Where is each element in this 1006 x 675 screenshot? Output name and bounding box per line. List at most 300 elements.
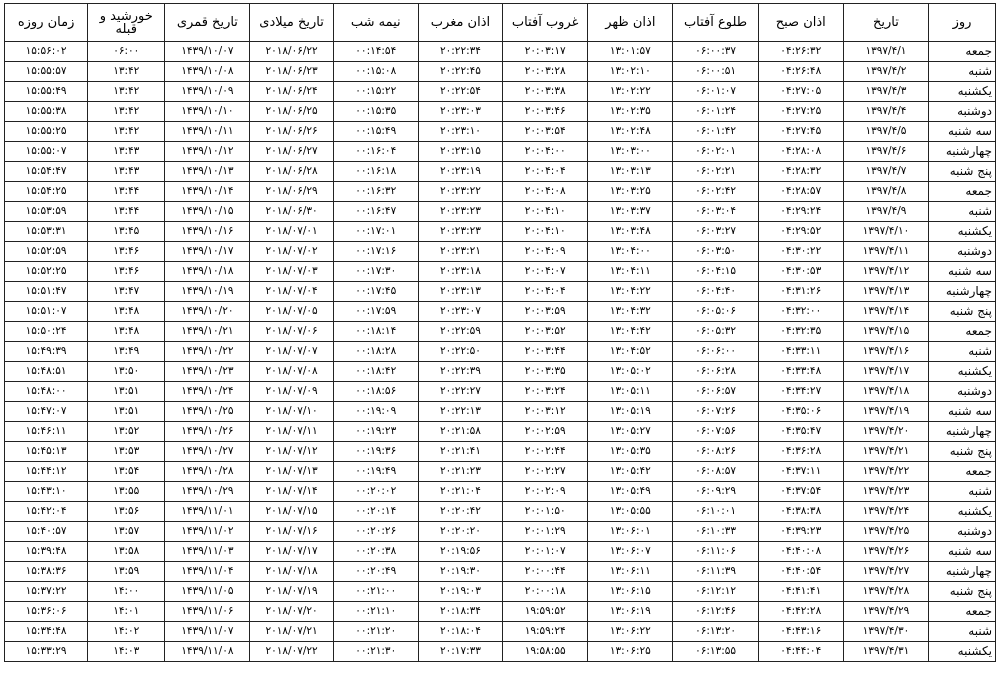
- cell-qibla: ۱۳:۵۳: [88, 442, 165, 462]
- cell-midnight: ۰۰:۲۰:۰۲: [333, 482, 418, 502]
- table-row: [5, 642, 996, 662]
- cell-fast: ۱۵:۵۲:۵۹: [5, 242, 88, 262]
- cell-dhuhr: ۱۳:۰۴:۳۲: [588, 302, 673, 322]
- cell-date: ۱۳۹۷/۴/۳۱: [843, 642, 928, 662]
- cell-day: شنبه: [929, 62, 996, 82]
- cell-fast: ۱۵:۴۵:۱۳: [5, 442, 88, 462]
- cell-hijri: ۱۴۳۹/۱۰/۲۲: [165, 342, 250, 362]
- cell-date: ۱۳۹۷/۴/۹: [843, 202, 928, 222]
- cell-maghrib: ۲۰:۲۲:۵۹: [418, 322, 502, 342]
- cell-dhuhr: ۱۳:۰۶:۲۵: [588, 642, 673, 662]
- table-row: [5, 402, 996, 422]
- cell-fajr: ۰۴:۳۵:۴۷: [758, 422, 843, 442]
- cell-qibla: ۱۳:۴۴: [88, 182, 165, 202]
- header-row: [5, 4, 996, 42]
- cell-maghrib: ۲۰:۲۰:۲۰: [418, 522, 502, 542]
- cell-fajr: ۰۴:۳۸:۳۸: [758, 502, 843, 522]
- cell-fajr: ۰۴:۳۰:۲۲: [758, 242, 843, 262]
- cell-maghrib: ۲۰:۲۲:۳۴: [418, 42, 502, 62]
- cell-hijri: ۱۴۳۹/۱۰/۰۷: [165, 42, 250, 62]
- cell-maghrib: ۲۰:۱۸:۰۴: [418, 622, 502, 642]
- cell-day: دوشنبه: [929, 522, 996, 542]
- cell-gregorian: ۲۰۱۸/۰۷/۰۲: [250, 242, 333, 262]
- cell-gregorian: ۲۰۱۸/۰۷/۱۴: [250, 482, 333, 502]
- cell-gregorian: ۲۰۱۸/۰۷/۲۰: [250, 602, 333, 622]
- cell-gregorian: ۲۰۱۸/۰۶/۲۴: [250, 82, 333, 102]
- cell-date: ۱۳۹۷/۴/۱۲: [843, 262, 928, 282]
- cell-qibla: ۱۳:۴۲: [88, 62, 165, 82]
- cell-fajr: ۰۴:۴۰:۵۴: [758, 562, 843, 582]
- cell-fast: ۱۵:۴۸:۵۱: [5, 362, 88, 382]
- cell-qibla: ۱۳:۵۵: [88, 482, 165, 502]
- cell-fajr: ۰۴:۲۹:۵۲: [758, 222, 843, 242]
- cell-date: ۱۳۹۷/۴/۱۵: [843, 322, 928, 342]
- cell-fajr: ۰۴:۴۱:۴۱: [758, 582, 843, 602]
- table-row: [5, 522, 996, 542]
- cell-maghrib: ۲۰:۲۱:۲۳: [418, 462, 502, 482]
- cell-hijri: ۱۴۳۹/۱۰/۱۵: [165, 202, 250, 222]
- table-row: [5, 62, 996, 82]
- cell-maghrib: ۲۰:۲۱:۵۸: [418, 422, 502, 442]
- cell-fast: ۱۵:۳۴:۴۸: [5, 622, 88, 642]
- cell-midnight: ۰۰:۲۱:۱۰: [333, 602, 418, 622]
- cell-qibla: ۱۳:۵۶: [88, 502, 165, 522]
- cell-dhuhr: ۱۳:۰۶:۱۱: [588, 562, 673, 582]
- cell-sunrise: ۰۶:۰۶:۰۰: [673, 342, 758, 362]
- cell-fast: ۱۵:۵۲:۲۵: [5, 262, 88, 282]
- cell-fast: ۱۵:۴۴:۱۲: [5, 462, 88, 482]
- cell-hijri: ۱۴۳۹/۱۱/۰۱: [165, 502, 250, 522]
- cell-maghrib: ۲۰:۲۲:۳۹: [418, 362, 502, 382]
- cell-midnight: ۰۰:۱۸:۲۸: [333, 342, 418, 362]
- cell-dhuhr: ۱۳:۰۶:۰۱: [588, 522, 673, 542]
- cell-day: شنبه: [929, 622, 996, 642]
- table-row: [5, 362, 996, 382]
- cell-sunrise: ۰۶:۱۲:۴۶: [673, 602, 758, 622]
- cell-sunrise: ۰۶:۰۱:۴۲: [673, 122, 758, 142]
- cell-gregorian: ۲۰۱۸/۰۷/۱۲: [250, 442, 333, 462]
- cell-sunset: ۲۰:۰۴:۱۰: [503, 202, 588, 222]
- table-row: [5, 442, 996, 462]
- cell-fast: ۱۵:۵۶:۰۲: [5, 42, 88, 62]
- table-row: [5, 422, 996, 442]
- cell-day: یکشنبه: [929, 222, 996, 242]
- cell-fast: ۱۵:۵۴:۴۷: [5, 162, 88, 182]
- cell-sunrise: ۰۶:۱۱:۰۶: [673, 542, 758, 562]
- cell-midnight: ۰۰:۲۰:۲۶: [333, 522, 418, 542]
- cell-midnight: ۰۰:۱۷:۴۵: [333, 282, 418, 302]
- cell-date: ۱۳۹۷/۴/۱۰: [843, 222, 928, 242]
- cell-sunrise: ۰۶:۰۲:۲۱: [673, 162, 758, 182]
- cell-fajr: ۰۴:۳۹:۲۳: [758, 522, 843, 542]
- cell-sunset: ۲۰:۰۳:۲۴: [503, 382, 588, 402]
- cell-fast: ۱۵:۳۹:۴۸: [5, 542, 88, 562]
- cell-sunset: ۱۹:۵۸:۵۵: [503, 642, 588, 662]
- cell-sunset: ۱۹:۵۹:۵۲: [503, 602, 588, 622]
- cell-dhuhr: ۱۳:۰۶:۱۵: [588, 582, 673, 602]
- table-row: [5, 42, 996, 62]
- cell-gregorian: ۲۰۱۸/۰۶/۲۳: [250, 62, 333, 82]
- cell-dhuhr: ۱۳:۰۴:۴۲: [588, 322, 673, 342]
- cell-gregorian: ۲۰۱۸/۰۷/۱۳: [250, 462, 333, 482]
- cell-hijri: ۱۴۳۹/۱۱/۰۷: [165, 622, 250, 642]
- cell-fajr: ۰۴:۳۵:۰۶: [758, 402, 843, 422]
- cell-midnight: ۰۰:۲۰:۴۹: [333, 562, 418, 582]
- cell-qibla: ۱۳:۵۴: [88, 462, 165, 482]
- cell-gregorian: ۲۰۱۸/۰۶/۲۵: [250, 102, 333, 122]
- cell-sunrise: ۰۶:۰۱:۲۴: [673, 102, 758, 122]
- table-row: [5, 142, 996, 162]
- cell-day: دوشنبه: [929, 102, 996, 122]
- cell-dhuhr: ۱۳:۰۱:۵۷: [588, 42, 673, 62]
- cell-sunrise: ۰۶:۰۰:۳۷: [673, 42, 758, 62]
- cell-sunrise: ۰۶:۰۸:۲۶: [673, 442, 758, 462]
- cell-gregorian: ۲۰۱۸/۰۷/۰۶: [250, 322, 333, 342]
- cell-gregorian: ۲۰۱۸/۰۷/۰۱: [250, 222, 333, 242]
- cell-dhuhr: ۱۳:۰۵:۰۲: [588, 362, 673, 382]
- cell-hijri: ۱۴۳۹/۱۰/۲۱: [165, 322, 250, 342]
- cell-fajr: ۰۴:۲۸:۵۷: [758, 182, 843, 202]
- cell-date: ۱۳۹۷/۴/۲۸: [843, 582, 928, 602]
- cell-sunset: ۲۰:۰۱:۲۹: [503, 522, 588, 542]
- cell-day: یکشنبه: [929, 502, 996, 522]
- cell-dhuhr: ۱۳:۰۳:۲۵: [588, 182, 673, 202]
- cell-fajr: ۰۴:۴۴:۰۴: [758, 642, 843, 662]
- cell-sunset: ۲۰:۰۲:۲۷: [503, 462, 588, 482]
- cell-hijri: ۱۴۳۹/۱۰/۱۴: [165, 182, 250, 202]
- cell-date: ۱۳۹۷/۴/۲: [843, 62, 928, 82]
- cell-midnight: ۰۰:۲۰:۳۸: [333, 542, 418, 562]
- cell-maghrib: ۲۰:۲۱:۴۱: [418, 442, 502, 462]
- cell-day: یکشنبه: [929, 82, 996, 102]
- cell-sunset: ۱۹:۵۹:۲۴: [503, 622, 588, 642]
- cell-maghrib: ۲۰:۲۳:۲۳: [418, 202, 502, 222]
- cell-qibla: ۰۶:۰۰: [88, 42, 165, 62]
- cell-date: ۱۳۹۷/۴/۲۳: [843, 482, 928, 502]
- cell-fajr: ۰۴:۳۰:۵۳: [758, 262, 843, 282]
- cell-hijri: ۱۴۳۹/۱۰/۲۳: [165, 362, 250, 382]
- cell-hijri: ۱۴۳۹/۱۰/۱۰: [165, 102, 250, 122]
- cell-sunrise: ۰۶:۰۳:۵۰: [673, 242, 758, 262]
- cell-sunrise: ۰۶:۰۴:۴۰: [673, 282, 758, 302]
- cell-dhuhr: ۱۳:۰۶:۲۲: [588, 622, 673, 642]
- cell-qibla: ۱۳:۴۵: [88, 222, 165, 242]
- cell-maghrib: ۲۰:۲۳:۰۳: [418, 102, 502, 122]
- cell-fast: ۱۵:۴۹:۳۹: [5, 342, 88, 362]
- cell-sunset: ۲۰:۰۳:۱۷: [503, 42, 588, 62]
- cell-maghrib: ۲۰:۱۹:۵۶: [418, 542, 502, 562]
- cell-hijri: ۱۴۳۹/۱۰/۱۷: [165, 242, 250, 262]
- cell-hijri: ۱۴۳۹/۱۰/۲۴: [165, 382, 250, 402]
- cell-maghrib: ۲۰:۲۲:۵۴: [418, 82, 502, 102]
- cell-day: یکشنبه: [929, 642, 996, 662]
- cell-sunrise: ۰۶:۰۳:۲۷: [673, 222, 758, 242]
- table-row: [5, 242, 996, 262]
- cell-hijri: ۱۴۳۹/۱۱/۰۵: [165, 582, 250, 602]
- cell-sunset: ۲۰:۰۴:۰۴: [503, 282, 588, 302]
- cell-dhuhr: ۱۳:۰۲:۲۲: [588, 82, 673, 102]
- cell-midnight: ۰۰:۱۴:۵۴: [333, 42, 418, 62]
- cell-fast: ۱۵:۵۵:۰۷: [5, 142, 88, 162]
- cell-sunset: ۲۰:۰۴:۱۰: [503, 222, 588, 242]
- cell-qibla: ۱۳:۴۸: [88, 322, 165, 342]
- cell-sunrise: ۰۶:۰۷:۵۶: [673, 422, 758, 442]
- cell-sunrise: ۰۶:۰۱:۰۷: [673, 82, 758, 102]
- cell-dhuhr: ۱۳:۰۵:۲۷: [588, 422, 673, 442]
- table-row: [5, 582, 996, 602]
- cell-fast: ۱۵:۴۷:۰۷: [5, 402, 88, 422]
- cell-day: شنبه: [929, 342, 996, 362]
- cell-maghrib: ۲۰:۲۰:۴۲: [418, 502, 502, 522]
- cell-sunset: ۲۰:۰۳:۳۸: [503, 82, 588, 102]
- cell-fast: ۱۵:۳۶:۰۶: [5, 602, 88, 622]
- cell-sunrise: ۰۶:۰۶:۲۸: [673, 362, 758, 382]
- cell-date: ۱۳۹۷/۴/۱۴: [843, 302, 928, 322]
- cell-fajr: ۰۴:۳۲:۳۵: [758, 322, 843, 342]
- cell-date: ۱۳۹۷/۴/۱۷: [843, 362, 928, 382]
- cell-gregorian: ۲۰۱۸/۰۷/۱۵: [250, 502, 333, 522]
- cell-midnight: ۰۰:۱۷:۳۰: [333, 262, 418, 282]
- cell-dhuhr: ۱۳:۰۲:۳۵: [588, 102, 673, 122]
- cell-maghrib: ۲۰:۲۳:۲۲: [418, 182, 502, 202]
- cell-sunset: ۲۰:۰۳:۲۸: [503, 62, 588, 82]
- table-row: [5, 622, 996, 642]
- cell-fast: ۱۵:۳۳:۲۹: [5, 642, 88, 662]
- cell-midnight: ۰۰:۱۶:۱۸: [333, 162, 418, 182]
- cell-date: ۱۳۹۷/۴/۲۷: [843, 562, 928, 582]
- table-row: [5, 322, 996, 342]
- cell-sunset: ۲۰:۰۳:۵۴: [503, 122, 588, 142]
- cell-qibla: ۱۳:۵۸: [88, 542, 165, 562]
- cell-midnight: ۰۰:۱۹:۳۶: [333, 442, 418, 462]
- cell-qibla: ۱۳:۴۲: [88, 122, 165, 142]
- header-gregorian: تاریخ میلادی: [250, 4, 333, 42]
- cell-sunset: ۲۰:۰۴:۰۰: [503, 142, 588, 162]
- cell-fast: ۱۵:۵۱:۰۷: [5, 302, 88, 322]
- cell-dhuhr: ۱۳:۰۴:۱۱: [588, 262, 673, 282]
- cell-dhuhr: ۱۳:۰۳:۳۷: [588, 202, 673, 222]
- cell-sunset: ۲۰:۰۳:۵۲: [503, 322, 588, 342]
- header-sunset: غروب آفتاب: [503, 4, 588, 42]
- cell-dhuhr: ۱۳:۰۵:۱۱: [588, 382, 673, 402]
- cell-midnight: ۰۰:۱۸:۵۶: [333, 382, 418, 402]
- cell-midnight: ۰۰:۱۹:۴۹: [333, 462, 418, 482]
- cell-fajr: ۰۴:۳۱:۲۶: [758, 282, 843, 302]
- cell-midnight: ۰۰:۱۶:۳۲: [333, 182, 418, 202]
- cell-maghrib: ۲۰:۲۳:۱۹: [418, 162, 502, 182]
- cell-date: ۱۳۹۷/۴/۱۸: [843, 382, 928, 402]
- cell-dhuhr: ۱۳:۰۴:۵۲: [588, 342, 673, 362]
- table-row: [5, 182, 996, 202]
- cell-maghrib: ۲۰:۱۸:۳۴: [418, 602, 502, 622]
- cell-fast: ۱۵:۵۵:۵۷: [5, 62, 88, 82]
- cell-day: شنبه: [929, 202, 996, 222]
- cell-maghrib: ۲۰:۲۲:۲۷: [418, 382, 502, 402]
- cell-date: ۱۳۹۷/۴/۱۱: [843, 242, 928, 262]
- cell-maghrib: ۲۰:۱۷:۳۳: [418, 642, 502, 662]
- cell-hijri: ۱۴۳۹/۱۱/۰۲: [165, 522, 250, 542]
- cell-sunrise: ۰۶:۱۰:۰۱: [673, 502, 758, 522]
- table-row: [5, 102, 996, 122]
- header-hijri: تاریخ قمری: [165, 4, 250, 42]
- cell-qibla: ۱۳:۵۷: [88, 522, 165, 542]
- cell-fajr: ۰۴:۲۶:۳۲: [758, 42, 843, 62]
- cell-fajr: ۰۴:۳۶:۲۸: [758, 442, 843, 462]
- cell-dhuhr: ۱۳:۰۵:۱۹: [588, 402, 673, 422]
- cell-qibla: ۱۳:۴۶: [88, 242, 165, 262]
- header-dhuhr: اذان ظهر: [588, 4, 673, 42]
- cell-day: سه شنبه: [929, 542, 996, 562]
- cell-day: چهارشنبه: [929, 562, 996, 582]
- cell-fajr: ۰۴:۴۳:۱۶: [758, 622, 843, 642]
- cell-fajr: ۰۴:۲۸:۰۸: [758, 142, 843, 162]
- cell-date: ۱۳۹۷/۴/۱: [843, 42, 928, 62]
- cell-midnight: ۰۰:۱۹:۲۳: [333, 422, 418, 442]
- cell-sunset: ۲۰:۰۳:۵۹: [503, 302, 588, 322]
- cell-hijri: ۱۴۳۹/۱۰/۲۰: [165, 302, 250, 322]
- cell-midnight: ۰۰:۲۱:۲۰: [333, 622, 418, 642]
- cell-fajr: ۰۴:۴۲:۲۸: [758, 602, 843, 622]
- cell-sunrise: ۰۶:۰۸:۵۷: [673, 462, 758, 482]
- header-date: تاریخ: [843, 4, 928, 42]
- cell-fajr: ۰۴:۲۹:۲۴: [758, 202, 843, 222]
- table-row: [5, 542, 996, 562]
- cell-midnight: ۰۰:۱۸:۴۲: [333, 362, 418, 382]
- cell-midnight: ۰۰:۱۶:۴۷: [333, 202, 418, 222]
- cell-dhuhr: ۱۳:۰۳:۱۳: [588, 162, 673, 182]
- prayer-times-table: [4, 3, 996, 662]
- cell-hijri: ۱۴۳۹/۱۱/۰۸: [165, 642, 250, 662]
- cell-maghrib: ۲۰:۲۳:۱۸: [418, 262, 502, 282]
- cell-gregorian: ۲۰۱۸/۰۷/۱۷: [250, 542, 333, 562]
- cell-sunset: ۲۰:۰۴:۰۹: [503, 242, 588, 262]
- header-maghrib: اذان مغرب: [418, 4, 502, 42]
- cell-sunset: ۲۰:۰۲:۵۹: [503, 422, 588, 442]
- cell-gregorian: ۲۰۱۸/۰۷/۲۱: [250, 622, 333, 642]
- cell-maghrib: ۲۰:۲۲:۱۳: [418, 402, 502, 422]
- cell-maghrib: ۲۰:۲۳:۱۵: [418, 142, 502, 162]
- cell-date: ۱۳۹۷/۴/۲۲: [843, 462, 928, 482]
- cell-dhuhr: ۱۳:۰۵:۴۲: [588, 462, 673, 482]
- cell-midnight: ۰۰:۱۷:۱۶: [333, 242, 418, 262]
- cell-midnight: ۰۰:۱۷:۵۹: [333, 302, 418, 322]
- cell-maghrib: ۲۰:۲۱:۰۴: [418, 482, 502, 502]
- cell-qibla: ۱۳:۵۱: [88, 382, 165, 402]
- header-fajr: اذان صبح: [758, 4, 843, 42]
- cell-sunrise: ۰۶:۱۳:۵۵: [673, 642, 758, 662]
- cell-hijri: ۱۴۳۹/۱۰/۱۶: [165, 222, 250, 242]
- cell-dhuhr: ۱۳:۰۶:۱۹: [588, 602, 673, 622]
- table-row: [5, 162, 996, 182]
- cell-hijri: ۱۴۳۹/۱۱/۰۴: [165, 562, 250, 582]
- cell-qibla: ۱۳:۴۳: [88, 162, 165, 182]
- cell-qibla: ۱۴:۰۰: [88, 582, 165, 602]
- cell-midnight: ۰۰:۲۱:۰۰: [333, 582, 418, 602]
- cell-date: ۱۳۹۷/۴/۷: [843, 162, 928, 182]
- cell-sunset: ۲۰:۰۰:۱۸: [503, 582, 588, 602]
- cell-qibla: ۱۳:۴۸: [88, 302, 165, 322]
- cell-fast: ۱۵:۴۶:۱۱: [5, 422, 88, 442]
- cell-day: سه شنبه: [929, 122, 996, 142]
- cell-date: ۱۳۹۷/۴/۲۹: [843, 602, 928, 622]
- cell-day: یکشنبه: [929, 362, 996, 382]
- cell-gregorian: ۲۰۱۸/۰۷/۱۶: [250, 522, 333, 542]
- cell-sunset: ۲۰:۰۴:۰۸: [503, 182, 588, 202]
- cell-midnight: ۰۰:۲۰:۱۴: [333, 502, 418, 522]
- cell-gregorian: ۲۰۱۸/۰۶/۳۰: [250, 202, 333, 222]
- cell-gregorian: ۲۰۱۸/۰۷/۰۸: [250, 362, 333, 382]
- cell-date: ۱۳۹۷/۴/۳۰: [843, 622, 928, 642]
- cell-date: ۱۳۹۷/۴/۱۳: [843, 282, 928, 302]
- cell-date: ۱۳۹۷/۴/۱۹: [843, 402, 928, 422]
- cell-dhuhr: ۱۳:۰۳:۰۰: [588, 142, 673, 162]
- cell-fajr: ۰۴:۲۷:۴۵: [758, 122, 843, 142]
- cell-gregorian: ۲۰۱۸/۰۶/۲۹: [250, 182, 333, 202]
- cell-date: ۱۳۹۷/۴/۵: [843, 122, 928, 142]
- cell-fast: ۱۵:۵۵:۳۸: [5, 102, 88, 122]
- cell-sunset: ۲۰:۰۴:۰۷: [503, 262, 588, 282]
- table-row: [5, 502, 996, 522]
- header-day: روز: [929, 4, 996, 42]
- cell-qibla: ۱۴:۰۱: [88, 602, 165, 622]
- cell-gregorian: ۲۰۱۸/۰۷/۰۵: [250, 302, 333, 322]
- cell-midnight: ۰۰:۱۵:۰۸: [333, 62, 418, 82]
- cell-fast: ۱۵:۴۸:۰۰: [5, 382, 88, 402]
- cell-sunrise: ۰۶:۰۵:۰۶: [673, 302, 758, 322]
- cell-hijri: ۱۴۳۹/۱۰/۲۷: [165, 442, 250, 462]
- table-row: [5, 262, 996, 282]
- cell-sunset: ۲۰:۰۳:۴۶: [503, 102, 588, 122]
- table-row: [5, 302, 996, 322]
- cell-midnight: ۰۰:۱۶:۰۴: [333, 142, 418, 162]
- cell-qibla: ۱۳:۴۲: [88, 102, 165, 122]
- cell-sunrise: ۰۶:۰۳:۰۴: [673, 202, 758, 222]
- cell-maghrib: ۲۰:۲۳:۲۱: [418, 242, 502, 262]
- cell-midnight: ۰۰:۱۸:۱۴: [333, 322, 418, 342]
- cell-midnight: ۰۰:۱۹:۰۹: [333, 402, 418, 422]
- cell-qibla: ۱۳:۵۱: [88, 402, 165, 422]
- cell-fajr: ۰۴:۳۳:۱۱: [758, 342, 843, 362]
- cell-day: شنبه: [929, 482, 996, 502]
- cell-dhuhr: ۱۳:۰۲:۴۸: [588, 122, 673, 142]
- cell-maghrib: ۲۰:۱۹:۰۳: [418, 582, 502, 602]
- cell-fast: ۱۵:۳۸:۳۶: [5, 562, 88, 582]
- cell-gregorian: ۲۰۱۸/۰۷/۰۷: [250, 342, 333, 362]
- cell-hijri: ۱۴۳۹/۱۰/۱۸: [165, 262, 250, 282]
- cell-midnight: ۰۰:۱۵:۴۹: [333, 122, 418, 142]
- cell-day: پنج شنبه: [929, 162, 996, 182]
- cell-date: ۱۳۹۷/۴/۱۶: [843, 342, 928, 362]
- cell-fast: ۱۵:۴۰:۵۷: [5, 522, 88, 542]
- cell-hijri: ۱۴۳۹/۱۰/۲۵: [165, 402, 250, 422]
- cell-sunset: ۲۰:۰۲:۰۹: [503, 482, 588, 502]
- cell-fajr: ۰۴:۲۷:۲۵: [758, 102, 843, 122]
- cell-gregorian: ۲۰۱۸/۰۷/۰۴: [250, 282, 333, 302]
- cell-fast: ۱۵:۵۱:۴۷: [5, 282, 88, 302]
- cell-maghrib: ۲۰:۲۲:۵۰: [418, 342, 502, 362]
- table-row: [5, 462, 996, 482]
- cell-sunset: ۲۰:۰۳:۳۵: [503, 362, 588, 382]
- cell-day: سه شنبه: [929, 262, 996, 282]
- cell-fajr: ۰۴:۳۲:۰۰: [758, 302, 843, 322]
- cell-sunrise: ۰۶:۰۰:۵۱: [673, 62, 758, 82]
- cell-dhuhr: ۱۳:۰۴:۰۰: [588, 242, 673, 262]
- cell-dhuhr: ۱۳:۰۲:۱۰: [588, 62, 673, 82]
- cell-maghrib: ۲۰:۲۳:۱۰: [418, 122, 502, 142]
- cell-dhuhr: ۱۳:۰۳:۴۸: [588, 222, 673, 242]
- header-qibla: خورشید و قبله: [88, 4, 165, 42]
- cell-date: ۱۳۹۷/۴/۴: [843, 102, 928, 122]
